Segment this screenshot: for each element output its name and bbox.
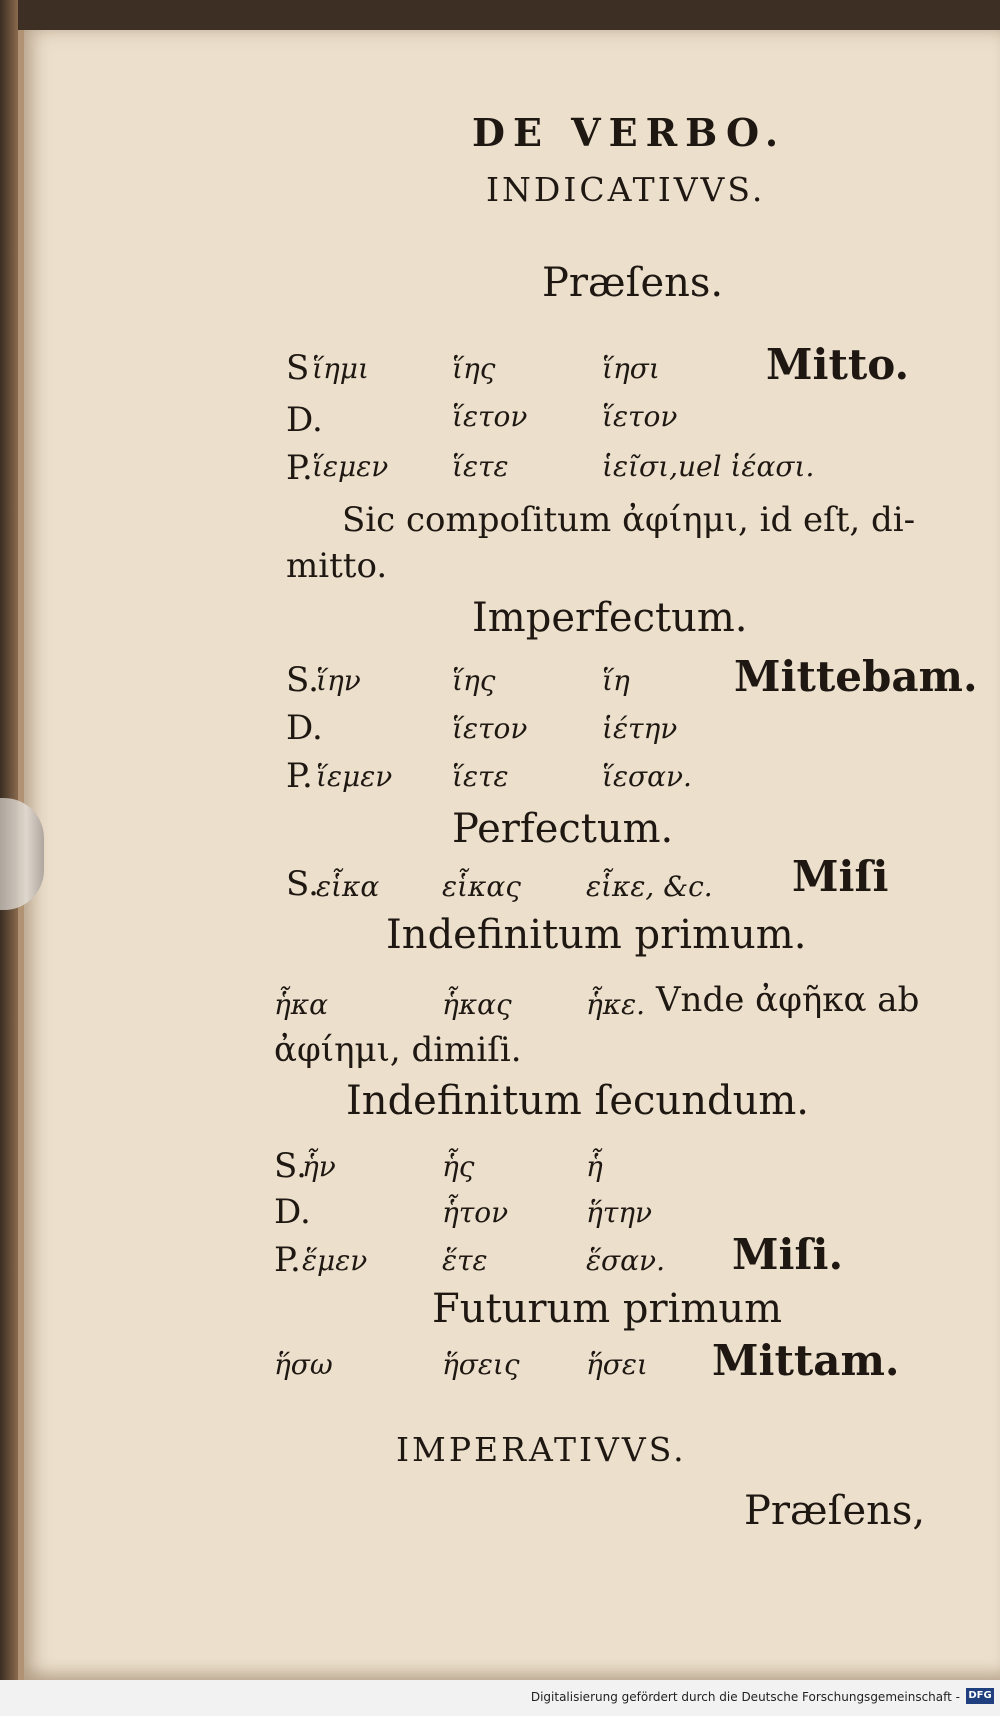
imperfectum-d-3: ἱέτην	[602, 712, 678, 745]
futurum-2: ἥσεις	[442, 1348, 520, 1381]
perfectum-meaning: Miſi	[792, 852, 889, 901]
book-page	[18, 30, 1000, 1680]
imperfectum-s-2: ἵης	[452, 664, 496, 697]
indef2-d-3: ἥτην	[586, 1196, 653, 1229]
perfectum-s-label: S.	[286, 864, 319, 904]
indef1-1: ἧκα	[274, 988, 329, 1021]
indef2-s-1: ἧν	[302, 1150, 336, 1183]
catchword: Præſens,	[744, 1488, 926, 1534]
praesens-s-2: ἵης	[452, 352, 496, 385]
praesens-heading: Præſens.	[542, 260, 724, 306]
futurum-1: ἥσω	[274, 1348, 333, 1381]
indef2-p-label: P.	[274, 1240, 301, 1280]
imperfectum-p-label: P.	[286, 756, 313, 796]
dfg-logo: DFG	[966, 1688, 994, 1704]
indef2-d-2: ἧτον	[442, 1196, 509, 1229]
perfectum-s-1: εἷκα	[316, 870, 380, 903]
indef1-3: ἧκε.	[586, 988, 646, 1021]
indef2-d-label: D.	[274, 1192, 311, 1232]
perfectum-heading: Perfectum.	[452, 806, 674, 852]
praesens-note-1: Sic compoſitum ἀφίημι, id eſt, di-	[342, 500, 916, 540]
imperfectum-d-label: D.	[286, 708, 323, 748]
indef2-p-1: ἕμεν	[302, 1244, 368, 1277]
footer-credit: Digitalisierung gefördert durch die Deutsche Forschungsgemeinschaft -	[530, 1690, 960, 1704]
futurum-meaning: Mittam.	[712, 1336, 900, 1385]
indef1-note-2: ἀφίημι, dimiſi.	[274, 1030, 522, 1070]
imperativus-heading: IMPERATIVVS.	[396, 1430, 687, 1469]
praesens-d-2: ἵετον	[452, 400, 528, 433]
praesens-p-3: ἱεῖσι,uel ἱέασι.	[602, 450, 815, 483]
imperfectum-s-1: ἵην	[316, 664, 361, 697]
praesens-note-2: mitto.	[286, 546, 388, 586]
praesens-p-2: ἵετε	[452, 450, 509, 483]
indef2-s-3: ἧ	[586, 1150, 603, 1183]
indef2-p-2: ἕτε	[442, 1244, 488, 1277]
digitization-footer	[0, 1680, 1000, 1716]
imperfectum-meaning: Mittebam.	[734, 652, 978, 701]
praesens-meaning: Mitto.	[766, 340, 910, 389]
mode-heading: INDICATIVVS.	[486, 170, 766, 209]
imperfectum-s-label: S.	[286, 660, 319, 700]
praesens-s-1: ἵημι	[312, 352, 369, 385]
imperfectum-heading: Imperfectum.	[472, 595, 748, 641]
perfectum-s-2: εἷκας	[442, 870, 521, 903]
praesens-d-3: ἵετον	[602, 400, 678, 433]
indef1-heading: Indefinitum primum.	[386, 912, 807, 958]
praesens-p-label: P.	[286, 448, 313, 488]
imperfectum-p-1: ἵεμεν	[316, 760, 393, 793]
futurum-3: ἥσει	[586, 1348, 648, 1381]
page-title: DE VERBO.	[472, 110, 787, 155]
indef2-meaning: Miſi.	[732, 1230, 844, 1279]
indef2-s-label: S.	[274, 1146, 307, 1186]
praesens-s-3: ἵησι	[602, 352, 660, 385]
imperfectum-s-3: ἵη	[602, 664, 630, 697]
praesens-d-label: D.	[286, 400, 323, 440]
indef1-2: ἧκας	[442, 988, 512, 1021]
futurum-heading: Futurum primum	[432, 1286, 783, 1332]
indef2-p-3: ἕσαν.	[586, 1244, 665, 1277]
imperfectum-d-2: ἵετον	[452, 712, 528, 745]
praesens-s-label: S	[286, 348, 310, 388]
indef2-s-2: ἧς	[442, 1150, 475, 1183]
scan-top-edge	[0, 0, 1000, 32]
indef2-heading: Indefinitum ſecundum.	[346, 1078, 809, 1124]
imperfectum-p-2: ἵετε	[452, 760, 509, 793]
imperfectum-p-3: ἵεσαν.	[602, 760, 692, 793]
indef1-note-1: Vnde ἀφῆκα ab	[656, 980, 920, 1020]
perfectum-s-3: εἷκε, &c.	[586, 870, 713, 903]
praesens-p-1: ἵεμεν	[312, 450, 389, 483]
